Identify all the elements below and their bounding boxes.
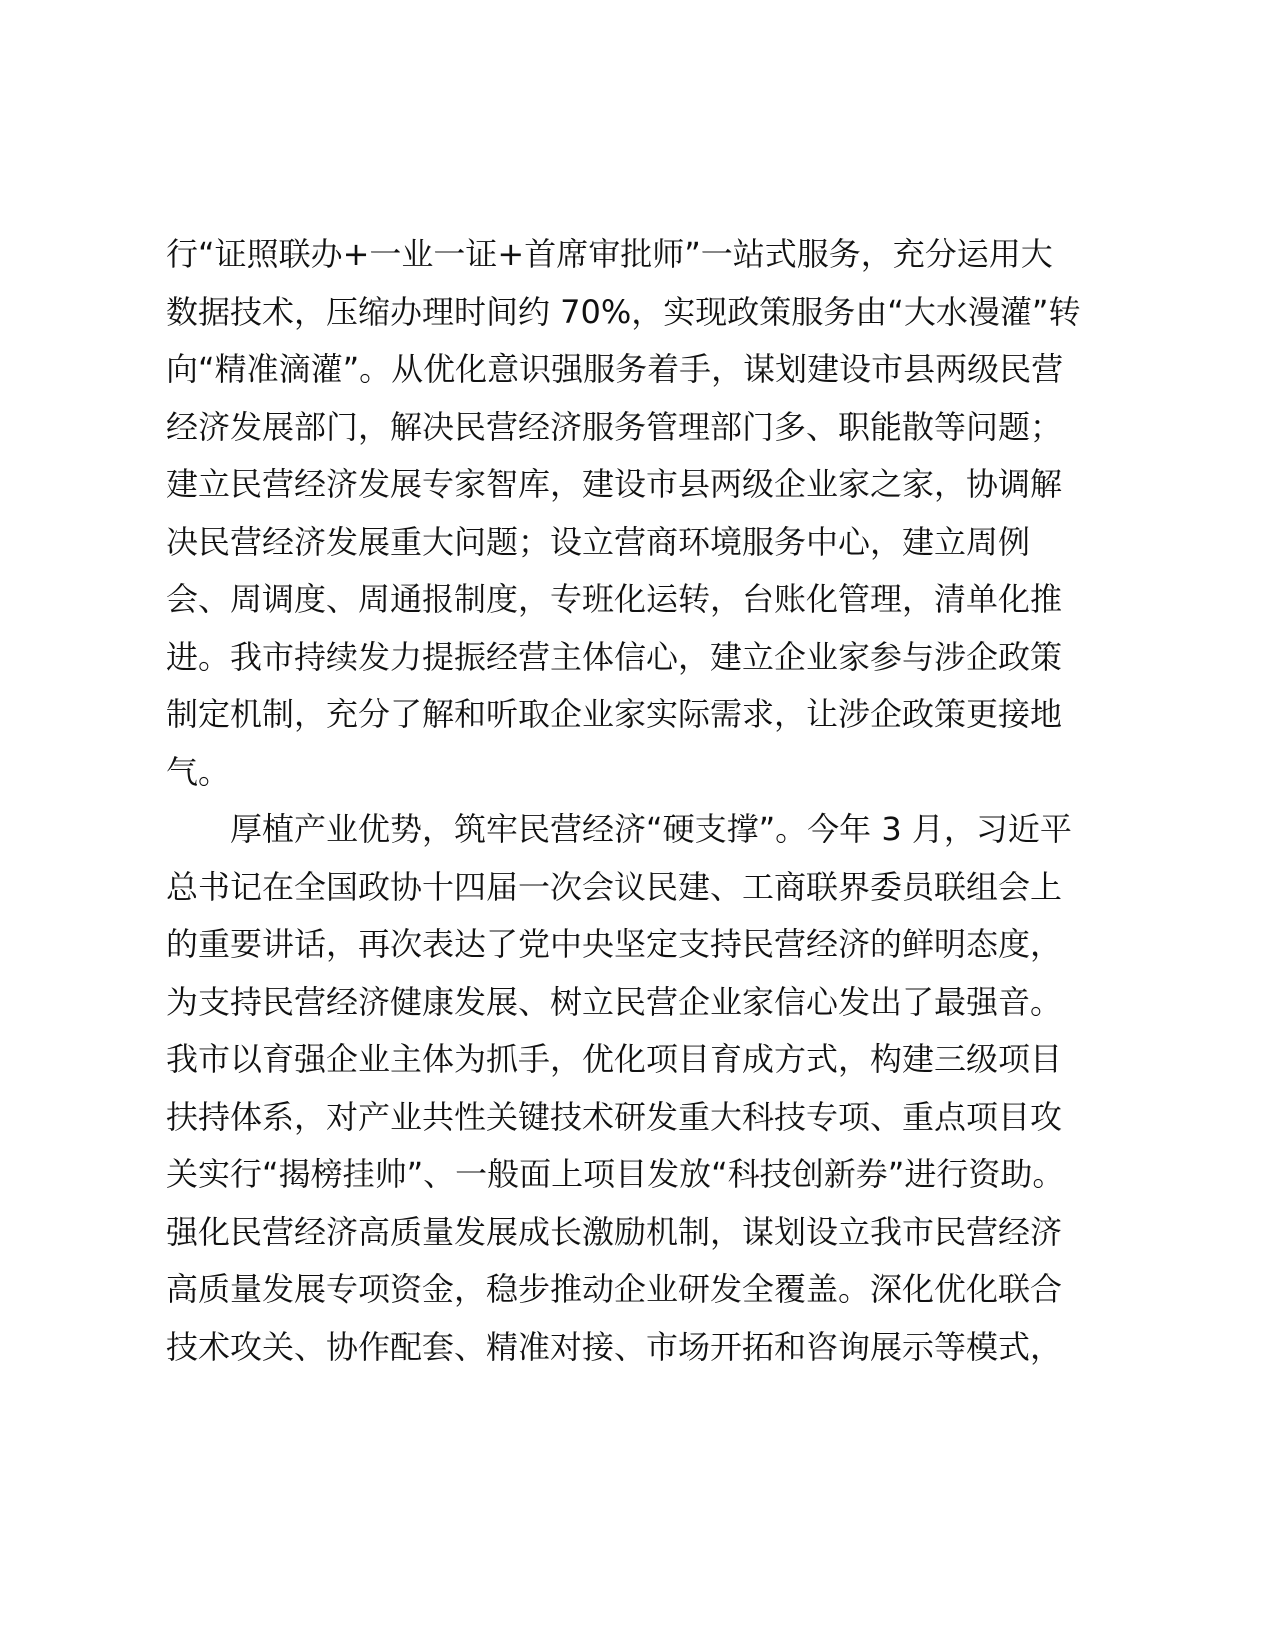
text-line: 决民营经济发展重大问题；设立营商环境服务中心，建立周例: [166, 522, 1031, 561]
text-line: 会、周调度、周通报制度，专班化运转，台账化管理，清单化推: [166, 580, 1063, 618]
text-line: 厚植产业优势，筑牢民营经济“硬支撑”。今年 3 月，习近平: [166, 810, 1072, 848]
text-line: 强化民营经济高质量发展成长激励机制，谋划设立我市民营经济: [166, 1212, 1063, 1251]
text-line: 扶持体系，对产业共性关键技术研发重大科技专项、重点项目攻: [166, 1097, 1063, 1136]
text-line: 气。: [166, 752, 231, 791]
text-line: 技术攻关、协作配套、精准对接、市场开拓和咨询展示等模式，: [166, 1327, 1063, 1366]
text-line: 的重要讲话，再次表达了党中央坚定支持民营经济的鲜明态度，: [166, 925, 1063, 963]
text-line: 制定机制，充分了解和听取企业家实际需求，让涉企政策更接地: [166, 695, 1063, 733]
text-line: 行“证照联办+一业一证+首席审批师”一站式服务，充分运用大: [166, 235, 1053, 273]
body-text: [166, 226, 1116, 1376]
text-line: 我市以育强企业主体为抓手，优化项目育成方式，构建三级项目: [166, 1040, 1063, 1078]
text-line: 高质量发展专项资金，稳步推动企业研发全覆盖。深化优化联合: [166, 1270, 1063, 1308]
text-line: 为支持民营经济健康发展、树立民营企业家信心发出了最强音。: [166, 982, 1063, 1021]
text-line: 经济发展部门，解决民营经济服务管理部门多、职能散等问题；: [166, 407, 1063, 446]
text-line: 进。我市持续发力提振经营主体信心，建立企业家参与涉企政策: [166, 637, 1063, 676]
text-line: 数据技术，压缩办理时间约 70%，实现政策服务由“大水漫灌”转: [166, 292, 1081, 331]
text-line: 建立民营经济发展专家智库，建设市县两级企业家之家，协调解: [166, 465, 1063, 503]
text-line: 总书记在全国政协十四届一次会议民建、工商联界委员联组会上: [166, 867, 1063, 906]
text-line: 关实行“揭榜挂帅”、一般面上项目发放“科技创新券”进行资助。: [166, 1155, 1065, 1193]
text-line: 向“精准滴灌”。从优化意识强服务着手，谋划建设市县两级民营: [166, 350, 1064, 388]
